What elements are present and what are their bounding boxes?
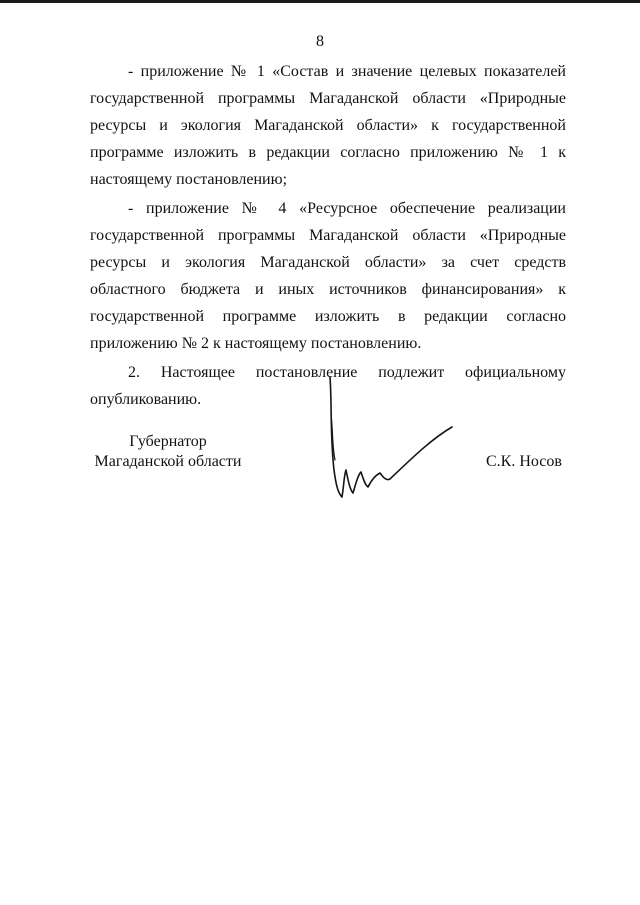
signer-name: С.К. Носов — [486, 453, 562, 470]
signatory-title-line2: Магаданской области — [94, 453, 242, 470]
handwritten-signature — [320, 375, 470, 515]
signatory-title — [88, 432, 248, 472]
document-body — [90, 58, 566, 415]
paragraph-appendix-4: - приложение № 4 «Ресурсное обеспечение реализации государственной программы Магаданской области «Природные ресурсы и экология Магаданской области» за счет средств областного бюджета и иных источников финансирования» к государственной программе изложить в редакции согласно приложению № 2 к настоящему постановлению. — [90, 200, 566, 352]
paragraph-publication: 2. Настоящее постановление подлежит официальному опубликованию. — [90, 364, 566, 408]
page-number: 8 — [316, 33, 324, 50]
top-border-line — [0, 0, 640, 3]
paragraph-appendix-1: - приложение № 1 «Состав и значение целевых показателей государственной программы Магаданской области «Природные ресурсы и экология Магаданской области» к государственной программе изложить в редакции согласно приложению № 1 к настоящему постановлению; — [90, 63, 566, 188]
signatory-title-line1: Губернатор — [129, 433, 207, 450]
